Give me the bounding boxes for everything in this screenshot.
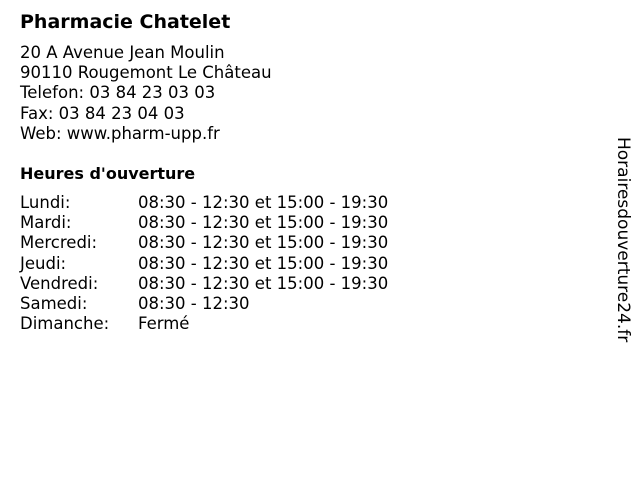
day-label: Dimanche: xyxy=(20,314,110,334)
fax-number: Fax: 03 84 23 04 03 xyxy=(20,103,185,123)
address-city: 90110 Rougemont Le Château xyxy=(20,63,272,83)
day-label: Mardi: xyxy=(20,213,72,233)
time-range: 08:30 - 12:30 et 15:00 - 19:30 xyxy=(138,253,389,273)
day-label: Mercredi: xyxy=(20,233,98,253)
day-label: Jeudi: xyxy=(20,253,67,273)
time-range: 08:30 - 12:30 xyxy=(138,293,250,313)
day-label: Samedi: xyxy=(20,293,88,313)
time-range: 08:30 - 12:30 et 15:00 - 19:30 xyxy=(138,233,389,253)
brand-watermark xyxy=(612,135,634,345)
phone-number: Telefon: 03 84 23 03 03 xyxy=(20,83,216,103)
address-street: 20 A Avenue Jean Moulin xyxy=(20,43,225,62)
day-label: Vendredi: xyxy=(20,273,99,293)
hours-heading: Heures d'ouverture xyxy=(20,164,196,183)
pharmacy-name: Pharmacie Chatelet xyxy=(20,11,231,33)
website: Web: www.pharm-upp.fr xyxy=(20,123,220,143)
time-range: 08:30 - 12:30 et 15:00 - 19:30 xyxy=(138,193,389,212)
time-range: Fermé xyxy=(138,314,190,334)
time-range: 08:30 - 12:30 et 15:00 - 19:30 xyxy=(138,273,389,293)
day-label: Lundi: xyxy=(20,193,71,212)
address-block xyxy=(20,43,272,144)
time-range: 08:30 - 12:30 et 15:00 - 19:30 xyxy=(138,213,389,233)
brand-watermark-text: Horairesdouverture24.fr xyxy=(613,137,633,343)
